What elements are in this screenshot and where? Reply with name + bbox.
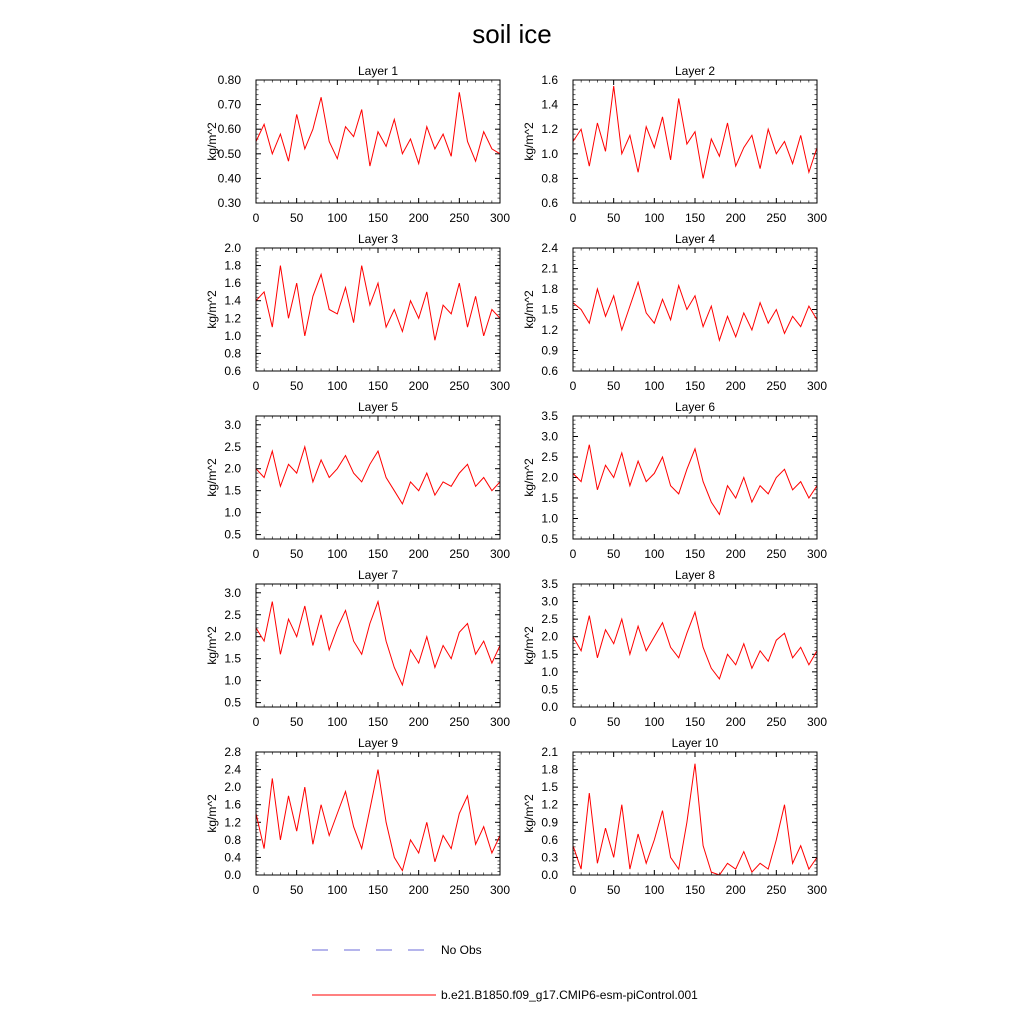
x-tick-label: 250: [766, 211, 787, 225]
x-tick-label: 200: [725, 211, 746, 225]
y-tick-label: 1.0: [224, 505, 241, 520]
y-tick-label: 0.9: [541, 815, 558, 830]
y-tick-label: 2.5: [224, 439, 241, 454]
x-tick-label: 100: [644, 883, 665, 897]
x-tick-label: 100: [644, 379, 665, 393]
x-tick-label: 0: [569, 715, 577, 729]
series-line: [573, 282, 817, 340]
y-tick-label: 2.5: [224, 607, 241, 622]
y-tick-label: 3.0: [224, 417, 241, 432]
x-tick-label: 200: [725, 547, 746, 561]
panel-title: Layer 4: [674, 232, 716, 246]
y-axis-label: kg/m^2: [205, 122, 219, 161]
y-tick-label: 0.5: [224, 695, 241, 710]
x-tick-label: 0: [569, 883, 577, 897]
y-tick-label: 2.0: [541, 470, 558, 485]
plot-frame: [573, 752, 817, 875]
y-tick-label: 1.5: [224, 483, 241, 498]
plot-frame: [573, 416, 817, 539]
x-tick-label: 200: [408, 547, 429, 561]
legend: [312, 943, 698, 1002]
y-axis-label: kg/m^2: [205, 794, 219, 833]
panel-layer-8: [522, 568, 827, 729]
y-tick-label: 2.0: [224, 629, 241, 644]
x-tick-label: 250: [766, 883, 787, 897]
y-tick-label: 0.30: [217, 196, 241, 210]
panel-layer-6: [522, 400, 827, 561]
y-tick-label: 1.0: [224, 328, 241, 343]
x-tick-label: 150: [684, 547, 706, 561]
y-tick-label: 2.0: [224, 780, 241, 795]
y-tick-label: 2.4: [224, 762, 241, 777]
y-tick-label: 0.0: [224, 868, 241, 882]
panel-title: Layer 8: [674, 568, 716, 582]
x-tick-label: 300: [489, 883, 511, 897]
x-tick-label: 0: [252, 211, 260, 225]
x-tick-label: 100: [327, 715, 348, 729]
panel-layer-2: [522, 64, 827, 225]
figure-title: soil ice: [472, 19, 552, 49]
y-tick-label: 0.6: [541, 364, 558, 378]
y-tick-label: 2.1: [541, 261, 558, 276]
panel-layer-1: [205, 64, 510, 225]
x-tick-label: 0: [569, 211, 577, 225]
x-tick-label: 250: [449, 547, 470, 561]
x-tick-label: 200: [725, 715, 746, 729]
panel-title: Layer 9: [357, 736, 399, 750]
panel-title: Layer 6: [674, 400, 716, 414]
panel-title: Layer 5: [357, 400, 399, 414]
y-tick-label: 0.6: [541, 832, 558, 847]
x-tick-label: 0: [252, 715, 260, 729]
y-tick-label: 1.4: [224, 293, 241, 308]
y-tick-label: 3.0: [541, 594, 558, 609]
y-tick-label: 0.8: [224, 832, 241, 847]
x-tick-label: 300: [489, 715, 511, 729]
x-tick-label: 50: [606, 547, 621, 561]
x-tick-label: 150: [684, 715, 706, 729]
x-tick-label: 150: [367, 211, 389, 225]
x-tick-label: 0: [569, 547, 577, 561]
panel-layer-10: [522, 736, 827, 897]
panel-layer-5: [205, 400, 510, 561]
y-tick-label: 1.2: [224, 815, 241, 830]
x-tick-label: 100: [327, 211, 348, 225]
series-line: [573, 764, 817, 875]
x-tick-label: 200: [408, 715, 429, 729]
x-tick-label: 100: [644, 211, 665, 225]
y-tick-label: 2.0: [224, 241, 241, 255]
y-axis-label: kg/m^2: [205, 458, 219, 497]
x-tick-label: 300: [489, 211, 511, 225]
y-tick-label: 1.2: [224, 311, 241, 326]
series-line: [573, 445, 817, 515]
panel-title: Layer 7: [357, 568, 399, 582]
panel-grid: [205, 64, 827, 897]
y-tick-label: 0.5: [541, 682, 558, 697]
y-tick-label: 3.0: [224, 585, 241, 600]
y-tick-label: 1.5: [541, 302, 558, 317]
x-tick-label: 300: [489, 547, 511, 561]
x-tick-label: 50: [606, 883, 621, 897]
x-tick-label: 0: [252, 379, 260, 393]
y-tick-label: 0.60: [217, 122, 241, 137]
plot-frame: [256, 416, 500, 539]
x-tick-label: 100: [644, 715, 665, 729]
x-tick-label: 100: [327, 547, 348, 561]
y-tick-label: 2.1: [541, 745, 558, 759]
y-tick-label: 0.5: [541, 532, 558, 546]
y-tick-label: 1.0: [541, 664, 558, 679]
y-axis-label: kg/m^2: [205, 290, 219, 329]
plot-frame: [573, 80, 817, 203]
x-tick-label: 50: [289, 379, 304, 393]
panel-layer-3: [205, 232, 510, 393]
y-tick-label: 1.0: [541, 146, 558, 161]
x-tick-label: 300: [489, 379, 511, 393]
x-tick-label: 50: [289, 547, 304, 561]
x-tick-label: 300: [806, 883, 828, 897]
y-tick-label: 0.8: [541, 171, 558, 186]
y-axis-label: kg/m^2: [522, 458, 536, 497]
y-tick-label: 0.3: [541, 850, 558, 865]
x-tick-label: 150: [367, 883, 389, 897]
x-tick-label: 50: [606, 715, 621, 729]
legend-label-model: b.e21.B1850.f09_g17.CMIP6-esm-piControl.001: [441, 988, 698, 1002]
y-tick-label: 2.4: [541, 241, 558, 255]
plot-frame: [256, 80, 500, 203]
y-tick-label: 1.2: [541, 323, 558, 337]
x-tick-label: 300: [806, 379, 828, 393]
x-tick-label: 200: [725, 883, 746, 897]
x-tick-label: 50: [606, 379, 621, 393]
y-tick-label: 1.4: [541, 97, 558, 112]
x-tick-label: 100: [644, 547, 665, 561]
x-tick-label: 150: [684, 883, 706, 897]
x-tick-label: 0: [252, 547, 260, 561]
series-line: [573, 86, 817, 178]
series-line: [256, 266, 500, 341]
panel-title: Layer 1: [357, 64, 399, 78]
panel-layer-4: [522, 232, 827, 393]
y-tick-label: 3.5: [541, 577, 558, 591]
series-line: [256, 770, 500, 871]
x-tick-label: 250: [449, 379, 470, 393]
series-line: [256, 447, 500, 504]
x-tick-label: 150: [684, 379, 706, 393]
plot-frame: [573, 584, 817, 707]
y-tick-label: 1.2: [541, 797, 558, 812]
y-tick-label: 0.4: [224, 850, 241, 865]
y-tick-label: 0.70: [217, 97, 241, 112]
x-tick-label: 300: [806, 547, 828, 561]
y-tick-label: 3.5: [541, 409, 558, 423]
y-tick-label: 1.6: [224, 797, 241, 812]
y-tick-label: 2.0: [224, 461, 241, 476]
y-tick-label: 2.5: [541, 450, 558, 464]
x-tick-label: 50: [289, 715, 304, 729]
y-tick-label: 1.5: [541, 647, 558, 662]
y-tick-label: 1.8: [541, 762, 558, 777]
y-axis-label: kg/m^2: [522, 290, 536, 329]
x-tick-label: 150: [367, 547, 389, 561]
x-tick-label: 200: [408, 883, 429, 897]
panel-title: Layer 10: [671, 736, 719, 750]
x-tick-label: 150: [684, 211, 706, 225]
x-tick-label: 300: [806, 715, 828, 729]
series-line: [256, 92, 500, 166]
y-tick-label: 3.0: [541, 429, 558, 444]
y-tick-label: 0.6: [224, 364, 241, 378]
y-tick-label: 1.8: [541, 282, 558, 296]
legend-label-no-obs: No Obs: [441, 943, 482, 957]
y-tick-label: 1.5: [541, 491, 558, 505]
panel-title: Layer 2: [674, 64, 716, 78]
y-tick-label: 1.2: [541, 122, 558, 137]
x-tick-label: 250: [449, 211, 470, 225]
y-tick-label: 1.0: [224, 673, 241, 688]
y-tick-label: 1.6: [541, 73, 558, 87]
panel-layer-9: [205, 736, 510, 897]
x-tick-label: 100: [327, 883, 348, 897]
x-tick-label: 300: [806, 211, 828, 225]
y-axis-label: kg/m^2: [522, 794, 536, 833]
panel-layer-7: [205, 568, 510, 729]
x-tick-label: 0: [569, 379, 577, 393]
x-tick-label: 250: [766, 547, 787, 561]
y-tick-label: 1.5: [541, 780, 558, 795]
y-tick-label: 0.80: [217, 73, 241, 87]
y-axis-label: kg/m^2: [205, 626, 219, 665]
y-tick-label: 2.8: [224, 745, 241, 759]
y-tick-label: 2.5: [541, 612, 558, 627]
x-tick-label: 200: [408, 379, 429, 393]
y-tick-label: 0.5: [224, 527, 241, 542]
panel-title: Layer 3: [357, 232, 399, 246]
x-tick-label: 100: [327, 379, 348, 393]
y-tick-label: 0.0: [541, 868, 558, 882]
y-axis-label: kg/m^2: [522, 626, 536, 665]
plot-frame: [256, 248, 500, 371]
series-line: [256, 602, 500, 685]
y-tick-label: 1.6: [224, 276, 241, 291]
x-tick-label: 200: [408, 211, 429, 225]
y-tick-label: 1.5: [224, 651, 241, 666]
y-tick-label: 0.8: [224, 346, 241, 361]
x-tick-label: 250: [449, 883, 470, 897]
x-tick-label: 150: [367, 379, 389, 393]
y-tick-label: 0.6: [541, 196, 558, 210]
y-tick-label: 0.9: [541, 343, 558, 358]
y-tick-label: 0.40: [217, 171, 241, 186]
y-axis-label: kg/m^2: [522, 122, 536, 161]
series-line: [573, 612, 817, 679]
x-tick-label: 50: [289, 211, 304, 225]
x-tick-label: 0: [252, 883, 260, 897]
y-tick-label: 0.0: [541, 700, 558, 714]
x-tick-label: 200: [725, 379, 746, 393]
y-tick-label: 1.0: [541, 511, 558, 526]
x-tick-label: 250: [449, 715, 470, 729]
y-tick-label: 0.50: [217, 146, 241, 161]
x-tick-label: 50: [289, 883, 304, 897]
y-tick-label: 1.8: [224, 258, 241, 273]
x-tick-label: 250: [766, 715, 787, 729]
x-tick-label: 50: [606, 211, 621, 225]
y-tick-label: 2.0: [541, 629, 558, 644]
x-tick-label: 150: [367, 715, 389, 729]
x-tick-label: 250: [766, 379, 787, 393]
plot-frame: [573, 248, 817, 371]
